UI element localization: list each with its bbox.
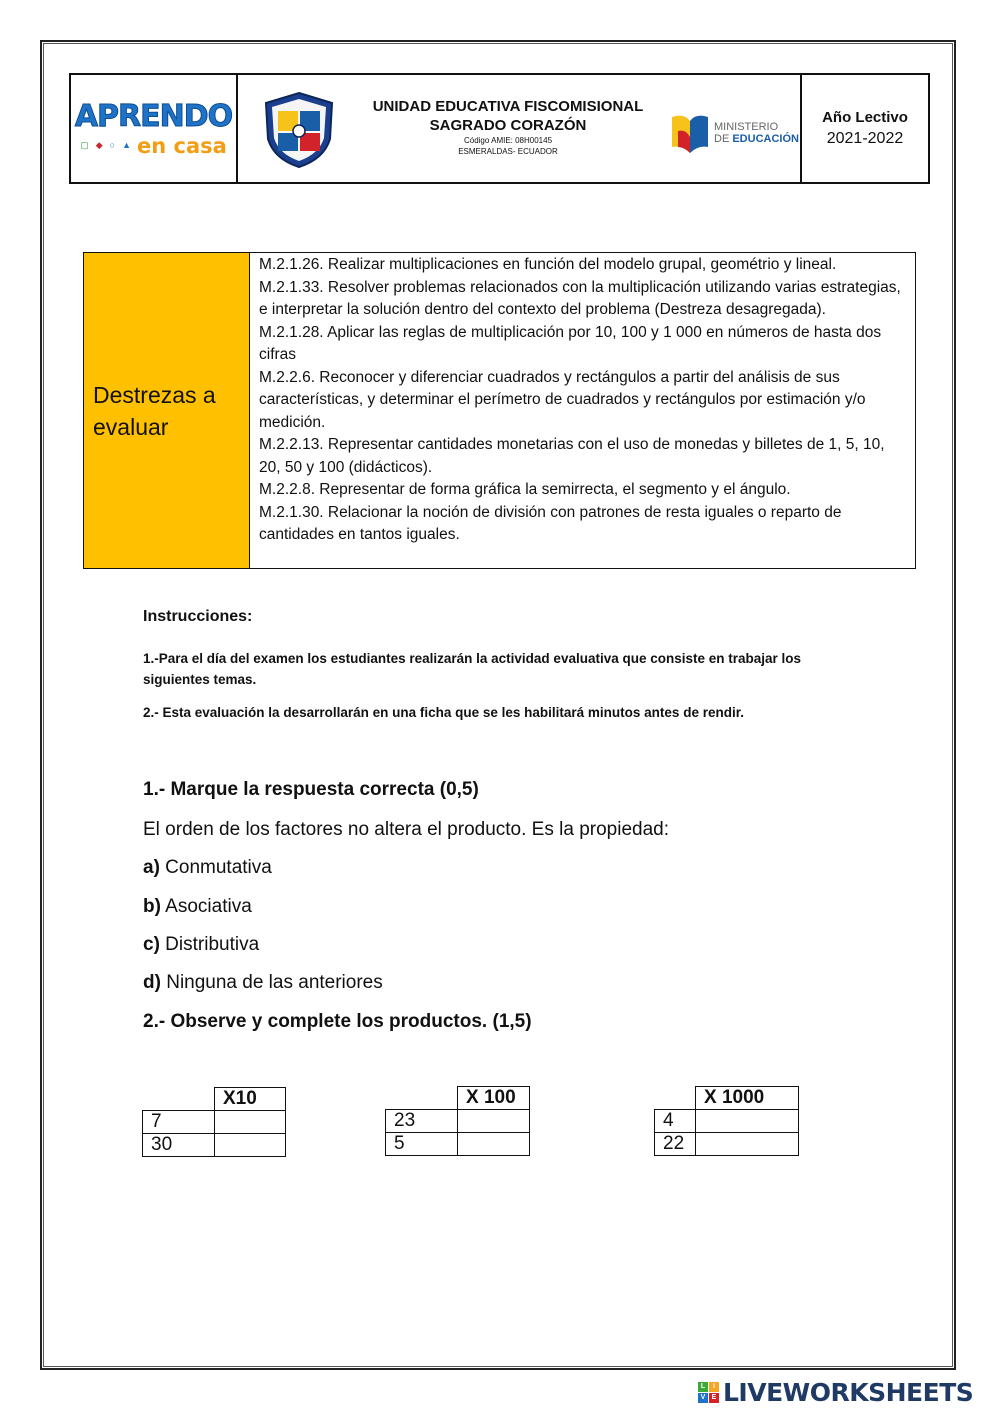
document-header: [69, 73, 930, 184]
multiplication-table-x100: [385, 1086, 530, 1156]
option-text: Conmutativa: [159, 857, 272, 878]
amie-code: Código AMIE: 08H00145: [463, 136, 553, 145]
option-a[interactable]: [143, 857, 272, 879]
table-number: 5: [386, 1133, 458, 1156]
skill-item: M.2.2.13. Representar cantidades monetarias con el uso de monedas y billetes de 1, 5, 10, 20, 50 y 100 (didácticos).: [259, 436, 885, 476]
logo-sub-text: en casa: [137, 133, 227, 158]
table-number: 7: [143, 1111, 215, 1134]
question-1-statement: El orden de los factores no altera el producto. Es la propiedad:: [143, 819, 669, 840]
skills-label: Destrezas a evaluar: [84, 253, 250, 568]
school-shield-icon: [262, 91, 336, 169]
option-letter: c): [143, 934, 160, 955]
answer-cell[interactable]: [458, 1110, 530, 1133]
school-year-label: Año Lectivo: [822, 109, 908, 126]
liveworksheets-logo: [698, 1378, 973, 1407]
school-name-line1: UNIDAD EDUCATIVA FISCOMISIONAL: [372, 98, 644, 115]
table-header: X10: [215, 1088, 286, 1111]
table-number: 4: [655, 1110, 696, 1133]
liveworksheets-mark-icon: L I V E: [698, 1382, 719, 1403]
answer-cell[interactable]: [215, 1111, 286, 1134]
table-header: X 1000: [696, 1087, 799, 1110]
answer-cell[interactable]: [696, 1110, 799, 1133]
school-year: [802, 75, 928, 182]
ministry-logo: [670, 111, 799, 155]
option-text: Asociativa: [160, 896, 252, 917]
school-location: ESMERALDAS- ECUADOR: [458, 147, 558, 156]
question-1-title: 1.- Marque la respuesta correcta (0,5): [143, 779, 479, 800]
skill-item: M.2.1.26. Realizar multiplicaciones en función del modelo grupal, geométrio y lineal.: [259, 256, 837, 273]
option-text: Ninguna de las anteriores: [160, 972, 383, 993]
skill-item: M.2.2.6. Reconocer y diferenciar cuadrados y rectángulos a partir del análisis de sus características, y determinar el perímetro de cuadrados y rectángulos por estimación y/o medición.: [259, 368, 866, 431]
school-year-value: 2021-2022: [826, 130, 904, 147]
option-letter: d): [143, 972, 161, 993]
skill-item: M.2.1.30. Relacionar la noción de división con patrones de resta iguales o reparto de cantidades en tantos iguales.: [259, 503, 842, 543]
logo-shapes-icon: ▢ ◆ ○ ▲: [80, 140, 131, 150]
multiplication-table-x10: [142, 1087, 286, 1157]
skill-item: M.2.1.33. Resolver problemas relacionados con la multiplicación utilizando varias estrategias, e interpretar la solución dentro del contexto del problema (Destreza desagregada).: [259, 278, 901, 318]
answer-cell[interactable]: [215, 1134, 286, 1157]
answer-cell[interactable]: [696, 1133, 799, 1156]
liveworksheets-text: LIVEWORKSHEETS: [723, 1378, 974, 1407]
option-letter: b): [143, 896, 161, 917]
option-c[interactable]: [143, 934, 259, 956]
skills-list: [250, 253, 915, 568]
table-header: X 100: [458, 1087, 530, 1110]
answer-cell[interactable]: [458, 1133, 530, 1156]
table-number: 22: [655, 1133, 696, 1156]
table-number: 30: [143, 1134, 215, 1157]
school-name-line2: SAGRADO CORAZÓN: [429, 117, 587, 134]
option-d[interactable]: [143, 972, 383, 994]
ministry-line2-prefix: DE: [714, 133, 733, 145]
ministry-line1: MINISTERIO: [714, 121, 779, 133]
logo-main-text: APRENDO: [74, 98, 233, 134]
instruction-item-1: 1.-Para el día del examen los estudiantes realizarán la actividad evaluativa que consiste en trabajar los siguientes temas.: [143, 651, 802, 687]
skill-item: M.2.1.28. Aplicar las reglas de multiplicación por 10, 100 y 1 000 en números de hasta dos cifras: [259, 323, 882, 363]
option-b[interactable]: [143, 896, 252, 918]
ministry-line2-strong: EDUCACIÓN: [732, 133, 799, 145]
skill-item: M.2.2.8. Representar de forma gráfica la semirrecta, el segmento y el ángulo.: [259, 481, 791, 498]
school-info: [238, 75, 802, 182]
multiplication-table-x1000: [654, 1086, 799, 1156]
table-number: 23: [386, 1110, 458, 1133]
ministry-emblem-icon: [670, 111, 710, 155]
option-text: Distributiva: [159, 934, 260, 955]
instruction-item-2: 2.- Esta evaluación la desarrollarán en una ficha que se les habilitará minutos antes de rendir.: [143, 705, 744, 720]
instructions-title: Instrucciones:: [143, 608, 253, 625]
question-2-title: 2.- Observe y complete los productos. (1,5): [143, 1011, 532, 1032]
option-letter: a): [143, 857, 160, 878]
aprendo-en-casa-logo: [71, 75, 238, 182]
skills-table: [83, 252, 916, 569]
